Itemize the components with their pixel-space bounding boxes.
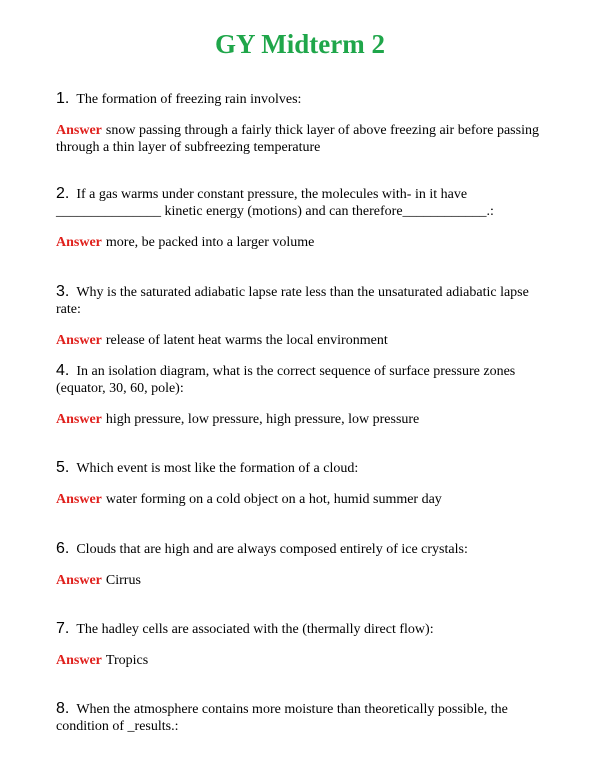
question-item-2 [56, 185, 556, 251]
answer-body: snow passing through a fairly thick layer of above freezing air before passing through a thin layer of subfreezing temperature [56, 123, 539, 155]
answer-label: Answer [56, 412, 102, 427]
question-item-4 [56, 362, 556, 428]
question-item-3 [56, 283, 556, 349]
question-text [56, 185, 556, 220]
question-number: 5. [56, 459, 70, 476]
answer-text [56, 234, 556, 251]
question-body: The formation of freezing rain involves: [76, 92, 302, 107]
question-number: 4. [56, 362, 70, 379]
question-item-6 [56, 540, 556, 589]
question-item-8 [56, 700, 556, 735]
answer-label: Answer [56, 333, 102, 348]
answer-body: Tropics [105, 653, 149, 668]
page-title: GY Midterm 2 [215, 29, 385, 59]
question-text [56, 459, 556, 477]
question-body: When the atmosphere contains more moisture than theoretically possible, the condition of _results.: [56, 702, 508, 734]
question-body: Why is the saturated adiabatic lapse rate less than the unsaturated adiabatic lapse rate: [56, 285, 529, 317]
question-item-7 [56, 620, 556, 669]
answer-text [56, 491, 556, 508]
answer-label: Answer [56, 235, 102, 250]
answer-body: water forming on a cold object on a hot, humid summer day [105, 492, 442, 507]
question-body: Which event is most like the formation of a cloud: [76, 461, 359, 476]
answer-text [56, 572, 556, 589]
question-text [56, 540, 556, 558]
answer-body: more, be packed into a larger volume [105, 235, 315, 250]
question-body: In an isolation diagram, what is the correct sequence of surface pressure zones (equator, 30, 60, pole): [56, 364, 516, 396]
question-body: The hadley cells are associated with the (thermally direct flow): [76, 622, 434, 637]
question-body: If a gas warms under constant pressure, the molecules with- in it have _______________ kinetic energy (motions) and can therefore____________.: [56, 187, 494, 219]
question-item-5 [56, 459, 556, 508]
question-number: 7. [56, 620, 70, 637]
question-text [56, 283, 556, 318]
answer-body: high pressure, low pressure, high pressure, low pressure [105, 412, 420, 427]
answer-text [56, 411, 556, 428]
question-text [56, 700, 556, 735]
answer-label: Answer [56, 123, 102, 138]
answer-text [56, 652, 556, 669]
answer-label: Answer [56, 492, 102, 507]
question-text [56, 620, 556, 638]
question-item-1 [56, 90, 556, 156]
answer-body: Cirrus [105, 573, 141, 588]
answer-text [56, 122, 556, 156]
question-number: 1. [56, 90, 70, 107]
question-number: 2. [56, 185, 70, 202]
question-text [56, 90, 556, 108]
answer-label: Answer [56, 653, 102, 668]
question-number: 3. [56, 283, 70, 300]
question-text [56, 362, 556, 397]
question-number: 6. [56, 540, 70, 557]
answer-text [56, 332, 556, 349]
question-number: 8. [56, 700, 70, 717]
question-body: Clouds that are high and are always composed entirely of ice crystals: [76, 542, 468, 557]
answer-body: release of latent heat warms the local environment [105, 333, 388, 348]
answer-label: Answer [56, 573, 102, 588]
